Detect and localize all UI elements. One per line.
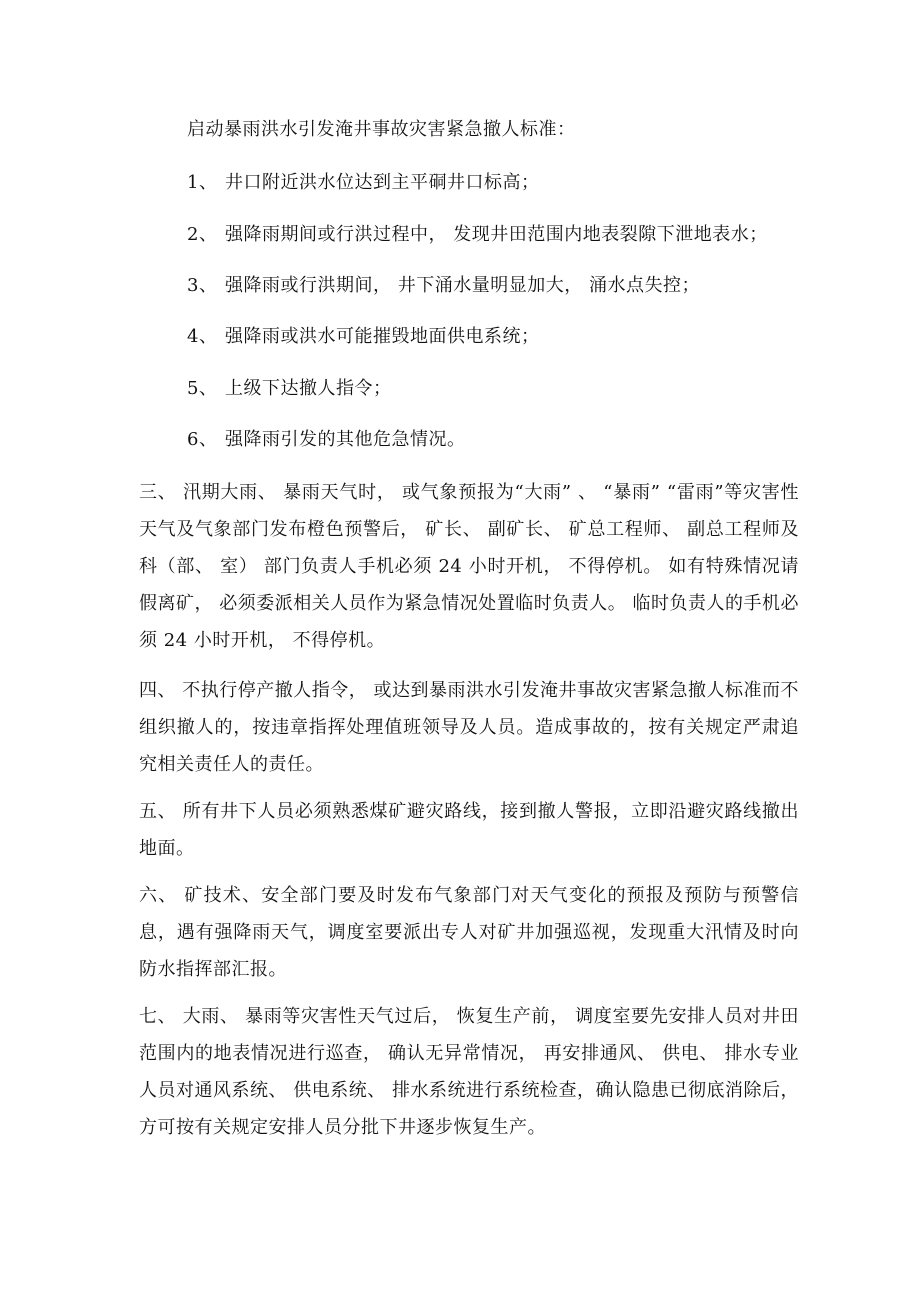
list-item-5 xyxy=(187,377,392,401)
list-item-6 xyxy=(187,428,466,452)
intro-heading: 启动暴雨洪水引发淹井事故灾害紧急撤人标准： xyxy=(187,119,576,140)
list-item-text: 强降雨或洪水可能摧毁地面供电系统； xyxy=(225,326,540,347)
list-item-2 xyxy=(187,223,768,247)
list-item-text: 强降雨引发的其他危急情况。 xyxy=(225,429,466,450)
list-item-4 xyxy=(187,325,540,349)
list-item-number: 3、 xyxy=(187,275,218,296)
list-item-text: 上级下达撤人指令； xyxy=(225,378,392,399)
paragraph-7: 七、 大雨、 暴雨等灾害性天气过后， 恢复生产前， 调度室要先安排人员对井田范围内的地表情况进行巡查， 确认无异常情况， 再安排通风、 供电、 排水专业人员对通风系统、 供电系统、 排水系统进行系统检查，确认隐患已彻底消除后， 方可按有关规定安排人员分批下井逐步恢复生产。 xyxy=(139,1006,799,1138)
list-item-number: 5、 xyxy=(187,378,218,399)
list-item-number: 2、 xyxy=(187,224,218,245)
list-item-number: 1、 xyxy=(187,172,218,193)
paragraph-6: 六、 矿技术、安全部门要及时发布气象部门对天气变化的预报及预防与预警信息，遇有强降雨天气，调度室要派出专人对矿井加强巡视，发现重大汛情及时向防水指挥部汇报。 xyxy=(139,885,799,980)
paragraph-4: 四、 不执行停产撤人指令， 或达到暴雨洪水引发淹井事故灾害紧急撤人标准而不组织撤人的，按违章指挥处理值班领导及人员。造成事故的，按有关规定严肃追究相关责任人的责任。 xyxy=(139,680,799,775)
list-item-number: 6、 xyxy=(187,429,218,450)
list-item-text: 强降雨或行洪期间， 井下涌水量明显加大， 涌水点失控； xyxy=(225,275,700,296)
list-item-text: 强降雨期间或行洪过程中， 发现井田范围内地表裂隙下泄地表水； xyxy=(225,224,768,245)
paragraph-3: 三、 汛期大雨、 暴雨天气时， 或气象预报为“大雨” 、 “暴雨” “雷雨”等灾害性天气及气象部门发布橙色预警后， 矿长、 副矿长、 矿总工程师、 副总工程师及科（部、 室） 部门负责人手机必须 24 小时开机， 不得停机。 如有特殊情况请假离矿， 必须委派相关人员作为紧急情况处置临时负责人。 临时负责人的手机必须 24 小时开机， 不得停机。 xyxy=(139,482,799,651)
list-item-1 xyxy=(187,171,540,195)
list-item-number: 4、 xyxy=(187,326,218,347)
paragraph-5: 五、 所有井下人员必须熟悉煤矿避灾路线，接到撤人警报，立即沿避灾路线撤出地面。 xyxy=(139,801,799,859)
list-item-text: 井口附近洪水位达到主平硐井口标高； xyxy=(225,172,540,193)
list-item-3 xyxy=(187,274,700,298)
